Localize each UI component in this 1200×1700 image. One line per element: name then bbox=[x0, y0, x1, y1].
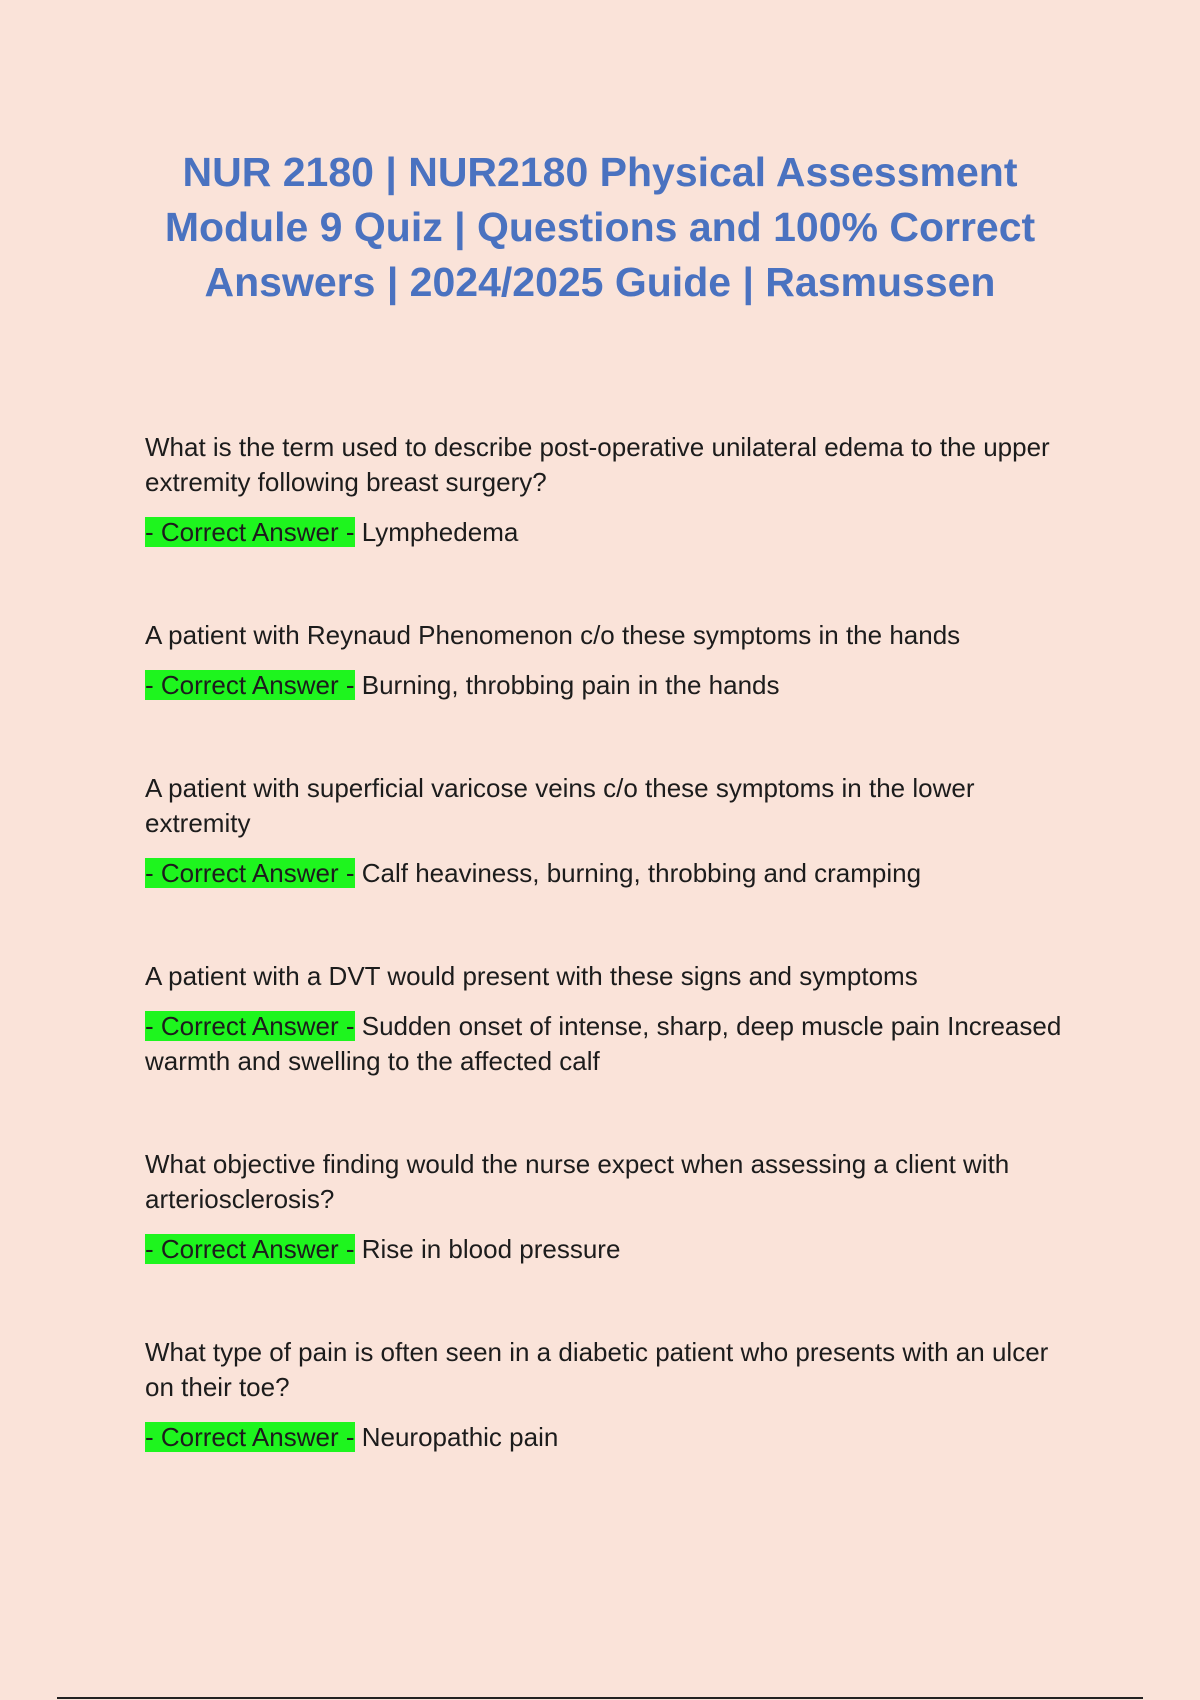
question-text: What is the term used to describe post-operative unilateral edema to the upper extremity following breast surgery? bbox=[145, 432, 1050, 497]
question-text: A patient with superficial varicose veins c/o these symptoms in the lower extremity bbox=[145, 773, 975, 838]
correct-answer-label: - Correct Answer - bbox=[145, 517, 355, 547]
qa-item-3 bbox=[145, 771, 1065, 891]
answer-line bbox=[145, 1009, 1065, 1079]
correct-answer-label: - Correct Answer - bbox=[145, 670, 355, 700]
document-title: NUR 2180 | NUR2180 Physical Assessment Module 9 Quiz | Questions and 100% Correct Answers | 2024/2025 Guide | Rasmussen bbox=[164, 149, 1036, 305]
answer-text: Lymphedema bbox=[361, 517, 519, 547]
answer-line bbox=[145, 1232, 1065, 1267]
correct-answer-label: - Correct Answer - bbox=[145, 1422, 355, 1452]
answer-text: Sudden onset of intense, sharp, deep muscle pain Increased warmth and swelling to the affected calf bbox=[145, 1011, 1062, 1076]
answer-text: Rise in blood pressure bbox=[361, 1234, 621, 1264]
qa-item-1 bbox=[145, 430, 1065, 550]
answer-text: Neuropathic pain bbox=[361, 1422, 559, 1452]
answer-line bbox=[145, 856, 1065, 891]
correct-answer-label: - Correct Answer - bbox=[145, 1011, 355, 1041]
qa-item-2 bbox=[145, 618, 1065, 703]
answer-text: Burning, throbbing pain in the hands bbox=[361, 670, 780, 700]
correct-answer-label: - Correct Answer - bbox=[145, 858, 355, 888]
qa-item-6 bbox=[145, 1335, 1065, 1455]
answer-line bbox=[145, 668, 1065, 703]
qa-item-4 bbox=[145, 959, 1065, 1079]
question-text: A patient with a DVT would present with these signs and symptoms bbox=[145, 961, 918, 991]
answer-line bbox=[145, 515, 1065, 550]
answer-text: Calf heaviness, burning, throbbing and cramping bbox=[361, 858, 922, 888]
question-text: A patient with Reynaud Phenomenon c/o these symptoms in the hands bbox=[145, 620, 961, 650]
question-text: What objective finding would the nurse expect when assessing a client with arteriosclerosis? bbox=[145, 1149, 1010, 1214]
correct-answer-label: - Correct Answer - bbox=[145, 1234, 355, 1264]
answer-line bbox=[145, 1420, 1065, 1455]
qa-item-5 bbox=[145, 1147, 1065, 1267]
qa-list bbox=[145, 430, 1065, 1455]
question-text: What type of pain is often seen in a diabetic patient who presents with an ulcer on their toe? bbox=[145, 1337, 1049, 1402]
footer-divider bbox=[57, 1697, 1143, 1699]
